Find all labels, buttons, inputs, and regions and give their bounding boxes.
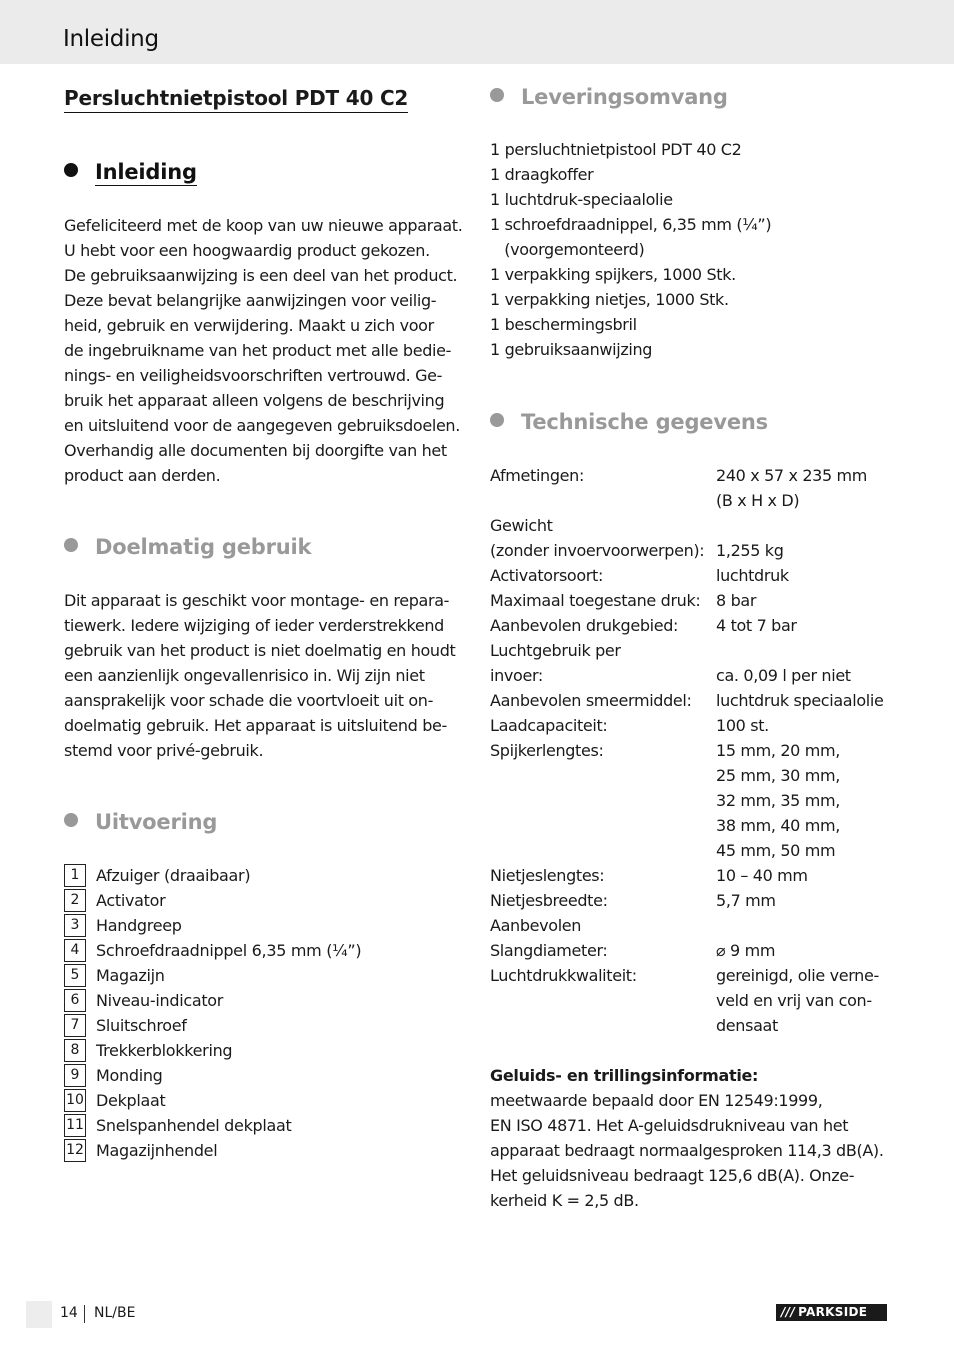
spec-value-line: 25 mm, 30 mm, xyxy=(716,766,840,785)
heading-text: Uitvoering xyxy=(95,810,218,834)
part-number-box: 10 xyxy=(64,1089,86,1112)
part-label: Magazijnhendel xyxy=(96,1141,218,1160)
part-number-box: 4 xyxy=(64,939,86,962)
list-item: 1 beschermingsbril xyxy=(490,315,637,334)
list-item: 1 schroefdraadnippel, 6,35 mm (¼”) xyxy=(490,215,772,234)
text-line: nings- en veiligheidsvoorschriften vertrouwd. Ge- xyxy=(64,366,443,385)
spec-row xyxy=(490,688,900,713)
text-line: meetwaarde bepaald door EN 12549:1999, xyxy=(490,1091,823,1110)
part-label: Handgreep xyxy=(96,916,182,935)
spec-label: (zonder invoervoorwerpen): xyxy=(490,541,705,560)
spec-value-line: ⌀ 9 mm xyxy=(716,941,776,960)
part-label: Magazijn xyxy=(96,966,165,985)
spec-row xyxy=(490,713,900,738)
spec-label: Aanbevolen xyxy=(490,916,582,935)
paragraph-inleiding xyxy=(64,213,462,488)
document-title: Persluchtnietpistool PDT 40 C2 xyxy=(64,86,408,113)
text-line: Overhandig alle documenten bij doorgifte van het xyxy=(64,441,447,460)
text-line: en uitsluitend voor de aangegeven gebruiksdoelen. xyxy=(64,416,460,435)
page-number: 14 xyxy=(60,1305,78,1321)
heading-text: Technische gegevens xyxy=(521,410,768,434)
part-number-box: 9 xyxy=(64,1064,86,1087)
paragraph-doelmatig xyxy=(64,588,455,763)
part-number-box: 12 xyxy=(64,1139,86,1162)
spec-value-line: 100 st. xyxy=(716,716,769,735)
text-line: stemd voor privé-gebruik. xyxy=(64,741,264,760)
spec-value-line: (B x H x D) xyxy=(716,491,800,510)
spec-value-line: 32 mm, 35 mm, xyxy=(716,791,840,810)
locale-code: NL/BE xyxy=(94,1305,136,1321)
text-line: aansprakelijk voor schade die voortvloeit uit on- xyxy=(64,691,434,710)
spec-label: Nietjesbreedte: xyxy=(490,891,608,910)
spec-row xyxy=(490,613,900,638)
bullet-icon xyxy=(490,88,504,102)
spec-row xyxy=(490,663,900,688)
spec-row xyxy=(490,513,900,538)
spec-row xyxy=(490,638,900,663)
part-number-box: 8 xyxy=(64,1039,86,1062)
part-number-box: 7 xyxy=(64,1014,86,1037)
footer-marker xyxy=(26,1301,52,1328)
spec-value-line: 5,7 mm xyxy=(716,891,776,910)
spec-row xyxy=(490,463,900,513)
spec-label: Gewicht xyxy=(490,516,553,535)
spec-row xyxy=(490,938,900,963)
spec-row xyxy=(490,738,900,863)
spec-value-line: 4 tot 7 bar xyxy=(716,616,797,635)
spec-value-line: densaat xyxy=(716,1016,778,1035)
noise-info-heading: Geluids- en trillingsinformatie: xyxy=(490,1066,759,1085)
spec-label: invoer: xyxy=(490,666,543,685)
spec-value-line xyxy=(716,513,900,538)
spec-value-line: luchtdruk speciaalolie xyxy=(716,691,884,710)
spec-row xyxy=(490,588,900,613)
bullet-icon xyxy=(490,413,504,427)
spec-value xyxy=(716,963,900,1038)
section-heading-doelmatig xyxy=(64,535,311,559)
logo-text: PARKSIDE xyxy=(798,1305,868,1319)
spec-value xyxy=(716,538,900,563)
spec-label: Afmetingen: xyxy=(490,466,584,485)
spec-value-line xyxy=(716,638,900,663)
part-label: Trekkerblokkering xyxy=(96,1041,233,1060)
text-line: doelmatig gebruik. Het apparaat is uitsluitend be- xyxy=(64,716,447,735)
spec-value xyxy=(716,663,900,688)
part-number-box: 6 xyxy=(64,989,86,1012)
spec-value xyxy=(716,913,900,938)
list-item: 1 draagkoffer xyxy=(490,165,594,184)
part-label: Snelspanhendel dekplaat xyxy=(96,1116,292,1135)
spec-value-line: ca. 0,09 l per niet xyxy=(716,666,851,685)
list-item: 1 gebruiksaanwijzing xyxy=(490,340,653,359)
spec-label: Activatorsoort: xyxy=(490,566,604,585)
spec-value xyxy=(716,563,900,588)
part-label: Sluitschroef xyxy=(96,1016,187,1035)
spec-value-line: 45 mm, 50 mm xyxy=(716,841,836,860)
part-label: Monding xyxy=(96,1066,163,1085)
section-heading-uitvoering xyxy=(64,810,217,834)
section-heading-levering xyxy=(490,85,728,109)
text-line: Dit apparaat is geschikt voor montage- en repara- xyxy=(64,591,450,610)
spec-value xyxy=(716,738,900,863)
spec-label: Maximaal toegestane druk: xyxy=(490,591,701,610)
spec-row xyxy=(490,563,900,588)
spec-row xyxy=(490,913,900,938)
text-line: apparaat bedraagt normaalgesproken 114,3 dB(A). xyxy=(490,1141,884,1160)
part-label: Niveau-indicator xyxy=(96,991,224,1010)
spec-label: Laadcapaciteit: xyxy=(490,716,608,735)
bullet-icon xyxy=(64,538,78,552)
spec-value xyxy=(716,613,900,638)
spec-value-line: veld en vrij van con- xyxy=(716,991,872,1010)
spec-value-line: 240 x 57 x 235 mm xyxy=(716,466,868,485)
spec-value xyxy=(716,938,900,963)
spec-row xyxy=(490,963,900,1038)
spec-value xyxy=(716,638,900,663)
spec-row xyxy=(490,538,900,563)
logo-slashes: /// xyxy=(781,1305,796,1319)
spec-value-line: 8 bar xyxy=(716,591,757,610)
list-item: 1 luchtdruk-speciaalolie xyxy=(490,190,673,209)
section-heading-inleiding xyxy=(64,160,197,184)
list-item: 1 verpakking spijkers, 1000 Stk. xyxy=(490,265,736,284)
bullet-icon xyxy=(64,813,78,827)
spec-value-line: gereinigd, olie verne- xyxy=(716,966,879,985)
text-line: Gefeliciteerd met de koop van uw nieuwe apparaat. xyxy=(64,216,463,235)
part-label: Activator xyxy=(96,891,166,910)
spec-row xyxy=(490,888,900,913)
list-item: 1 verpakking nietjes, 1000 Stk. xyxy=(490,290,729,309)
spec-value xyxy=(716,688,900,713)
text-line: product aan derden. xyxy=(64,466,221,485)
delivery-list xyxy=(490,137,771,362)
spec-value-line: 10 – 40 mm xyxy=(716,866,808,885)
spec-value-line: 15 mm, 20 mm, xyxy=(716,741,840,760)
spec-label: Aanbevolen smeermiddel: xyxy=(490,691,692,710)
part-label: Afzuiger (draaibaar) xyxy=(96,866,251,885)
part-label: Dekplaat xyxy=(96,1091,166,1110)
page-header-title: Inleiding xyxy=(63,26,159,52)
text-line: een aanzienlijk ongevallenrisico in. Wij zijn niet xyxy=(64,666,425,685)
footer-divider xyxy=(84,1305,85,1323)
paragraph-geluid xyxy=(490,1088,884,1213)
spec-label: Luchtgebruik per xyxy=(490,641,621,660)
text-line: U hebt voor een hoogwaardig product gekozen. xyxy=(64,241,430,260)
section-heading-technisch xyxy=(490,410,768,434)
spec-label: Slangdiameter: xyxy=(490,941,608,960)
heading-text: Leveringsomvang xyxy=(521,85,728,109)
spec-value xyxy=(716,513,900,538)
spec-value-line: luchtdruk xyxy=(716,566,789,585)
brand-logo xyxy=(776,1304,887,1321)
part-number-box: 2 xyxy=(64,889,86,912)
text-line: gebruik van het product is niet doelmatig en houdt xyxy=(64,641,456,660)
text-line: Het geluidsniveau bedraagt 125,6 dB(A). Onze- xyxy=(490,1166,855,1185)
spec-label: Luchtdrukkwaliteit: xyxy=(490,966,637,985)
spec-value xyxy=(716,588,900,613)
spec-value-line xyxy=(716,913,900,938)
heading-text: Doelmatig gebruik xyxy=(95,535,312,559)
spec-label: Spijkerlengtes: xyxy=(490,741,604,760)
bullet-icon xyxy=(64,163,78,177)
spec-value-line: 1,255 kg xyxy=(716,541,784,560)
spec-value xyxy=(716,713,900,738)
spec-label: Nietjeslengtes: xyxy=(490,866,605,885)
text-line: bruik het apparaat alleen volgens de beschrijving xyxy=(64,391,445,410)
part-number-box: 5 xyxy=(64,964,86,987)
text-line: EN ISO 4871. Het A-geluidsdrukniveau van het xyxy=(490,1116,849,1135)
text-line: Deze bevat belangrijke aanwijzingen voor veilig- xyxy=(64,291,437,310)
part-number-box: 3 xyxy=(64,914,86,937)
heading-text: Inleiding xyxy=(95,160,197,184)
text-line: tiewerk. Iedere wijziging of ieder verderstrekkend xyxy=(64,616,444,635)
spec-value xyxy=(716,888,900,913)
spec-value-line: 38 mm, 40 mm, xyxy=(716,816,840,835)
text-line: heid, gebruik en verwijdering. Maakt u zich voor xyxy=(64,316,434,335)
text-line: kerheid K = 2,5 dB. xyxy=(490,1191,639,1210)
spec-row xyxy=(490,863,900,888)
spec-value xyxy=(716,463,900,513)
spec-label: Aanbevolen drukgebied: xyxy=(490,616,679,635)
text-line: De gebruiksaanwijzing is een deel van het product. xyxy=(64,266,458,285)
part-number-box: 1 xyxy=(64,864,86,887)
text-line: de ingebruikname van het product met alle bedie- xyxy=(64,341,452,360)
part-label: Schroefdraadnippel 6,35 mm (¼”) xyxy=(96,941,362,960)
spec-value xyxy=(716,863,900,888)
list-item: (voorgemonteerd) xyxy=(490,240,645,259)
part-number-box: 11 xyxy=(64,1114,86,1137)
spec-table xyxy=(490,463,900,1038)
list-item: 1 persluchtnietpistool PDT 40 C2 xyxy=(490,140,742,159)
